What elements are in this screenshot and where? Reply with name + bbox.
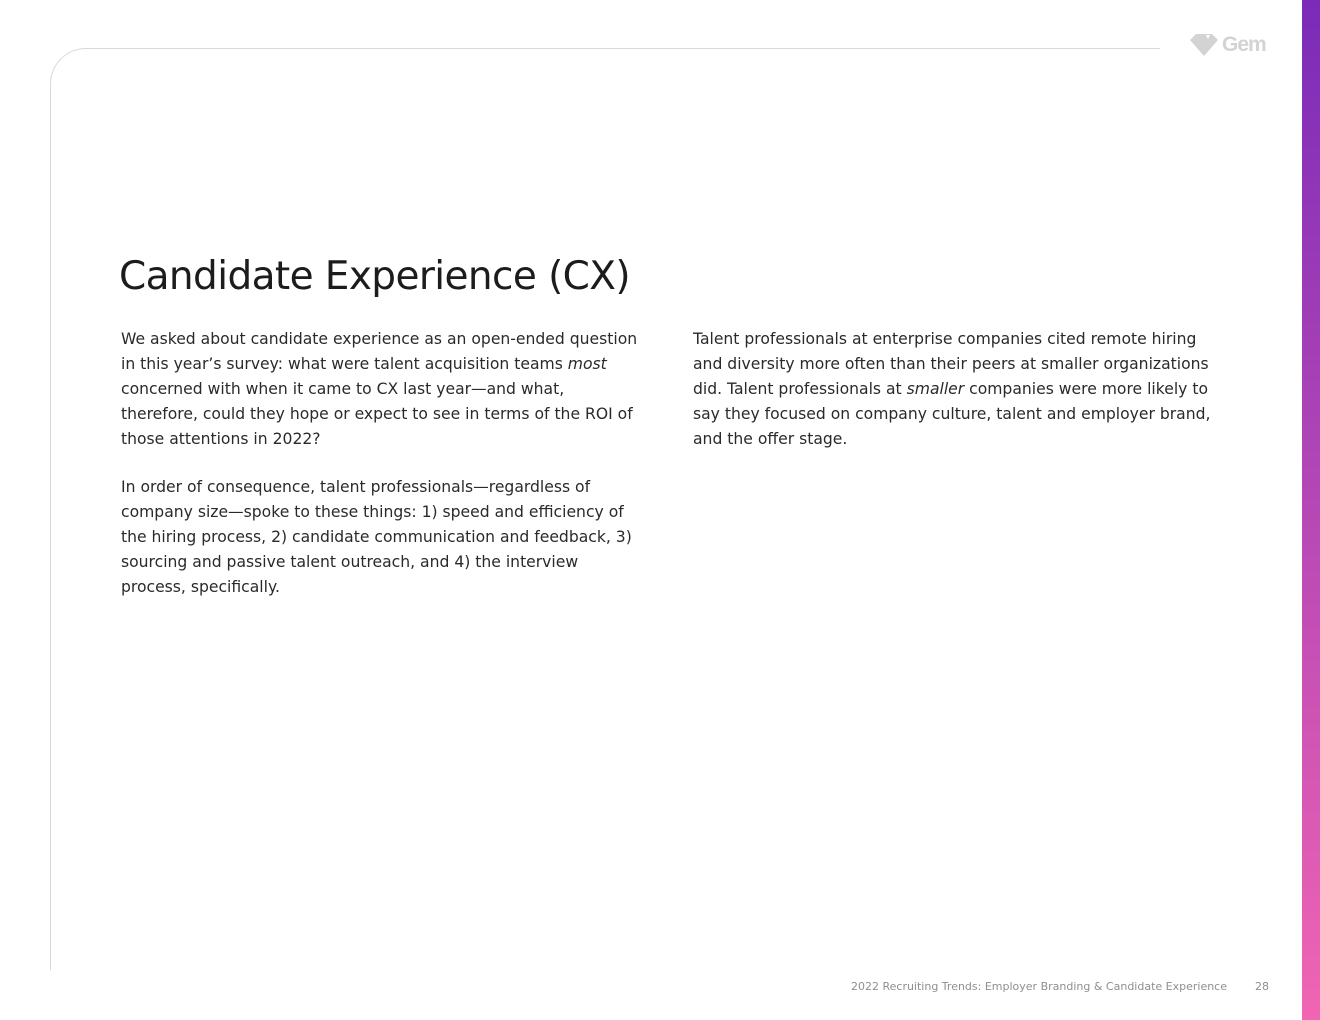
right-p1-emphasis: smaller <box>906 380 965 398</box>
accent-gradient-bar <box>1302 0 1320 1020</box>
right-column <box>693 327 1223 475</box>
left-paragraph-1 <box>121 327 641 452</box>
left-p1-text-start: We asked about candidate experience as an open-ended question in this year’s survey: what were talent acquisition teams <box>121 330 638 373</box>
page-footer <box>851 980 1269 993</box>
right-p1-text-end: companies were more likely to say they focused on company culture, talent and employer brand, and the offer stage. <box>693 380 1211 448</box>
left-paragraph-2: In order of consequence, talent professionals—regardless of company size—spoke to these things: 1) speed and efficiency of the hiring process, 2) candidate communication and feedback, 3) sourcing and passive talent outreach, and 4) the interview process, specifically. <box>121 478 632 596</box>
gem-diamond-icon <box>1188 32 1220 58</box>
logo-text: Gem <box>1222 33 1266 56</box>
gem-logo <box>1188 32 1266 58</box>
footer-page-number: 28 <box>1255 980 1269 993</box>
right-paragraph-1 <box>693 327 1223 452</box>
footer-document-title: 2022 Recruiting Trends: Employer Branding & Candidate Experience <box>850 980 1227 993</box>
left-p1-text-end: concerned with when it came to CX last year—and what, therefore, could they hope or expect to see in terms of the ROI of those attentions in 2022? <box>121 380 633 448</box>
right-p1-text-start: Talent professionals at enterprise companies cited remote hiring and diversity more often than their peers at smaller organizations did. Talent professionals at <box>693 330 1209 398</box>
left-column <box>121 327 641 623</box>
left-p1-emphasis: most <box>567 355 607 373</box>
page-title: Candidate Experience (CX) <box>119 254 631 299</box>
